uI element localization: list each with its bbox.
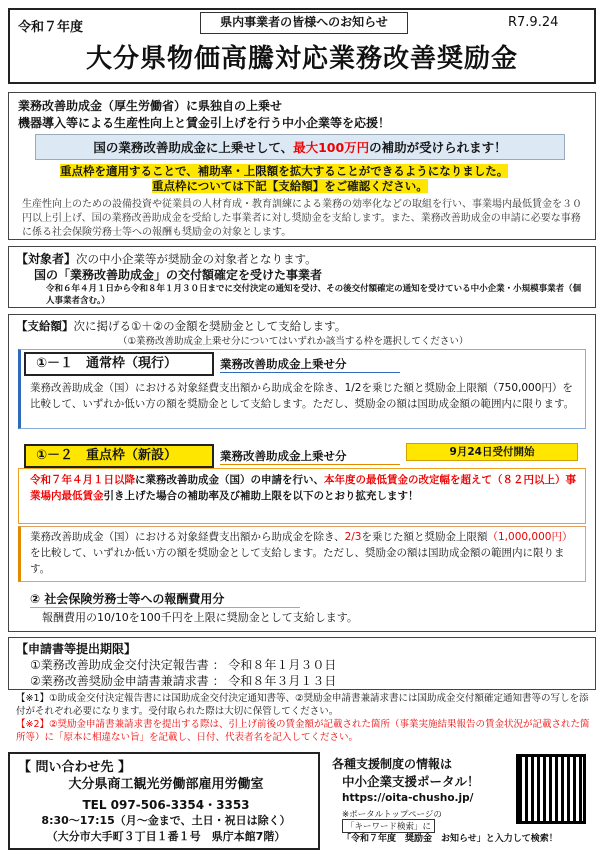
frame2-detail: 業務改善助成金（国）における対象経費支出額から助成金を除き、2/3を乗じた額と奨励金上限額（1,000,000円）を比較して、いずれか低い方の額を奨励金として支給します。ただし、奨励金の額は国助成金額の範囲内に限ります。 bbox=[30, 531, 573, 575]
page-title: 大分県物価高騰対応業務改善奨励金 bbox=[85, 44, 518, 74]
portal-line1: 各種支援制度の情報は bbox=[332, 757, 453, 771]
highlight-2: 重点枠については下記【支給額】をご確認ください。 bbox=[152, 179, 428, 193]
frame1-uplabel: 業務改善助成金上乗せ分 bbox=[220, 356, 400, 373]
frame1-label: ①－１ 通常枠（現行） bbox=[24, 352, 214, 376]
contact-address: （大分市大手町３丁目１番１号 県庁本館7階） bbox=[46, 830, 286, 843]
deadline-b: ②業務改善奨励金申請書兼請求書 ： 令和８年３月１３日 bbox=[30, 674, 337, 688]
notice-label: 県内事業者の皆様へのお知らせ bbox=[200, 12, 408, 34]
note-2: 【※2】②奨励金申請書兼請求書を提出する際は、引上げ前後の賃金額が記載された箇所（事業実施結果報告の賃金状況が記載された箇所等）に「原本に相違ない旨」を記載し、日付、代表者名を記入してください。 bbox=[16, 719, 590, 743]
portal-keyword: 「キーワード検索」に bbox=[342, 819, 435, 833]
portal-note: ※ポータルトップページの bbox=[342, 810, 442, 820]
amount-head: 【支給額】次に掲げる①＋②の金額を奨励金として支給します。 bbox=[16, 319, 347, 333]
start-badge: 9月24日受付開始 bbox=[406, 443, 578, 461]
note-1: 【※1】①助成金交付決定報告書には国助成金交付決定通知書等、②奨励金申請書兼請求書には国助成金交付額確定通知書等の写しを添付がそれぞれ必要になります。受付取られた際は大切に保管してください。 bbox=[16, 693, 589, 717]
contact-head: 【 問い合わせ先 】 bbox=[18, 760, 132, 775]
intro-heading: 業務改善助成金（厚生労働省）に県独自の上乗せ 機器導入等による生産性向上と賃金引上げを行う中小企業等を応援！ bbox=[18, 99, 391, 130]
qr-code-icon[interactable] bbox=[516, 754, 586, 824]
section2-head: ② 社会保険労務士等への報酬費用分 bbox=[30, 590, 300, 608]
intro-description: 生産性向上のための設備投資や従業員の人材育成・教育訓練による業務の効率化などの取組を行い、事業場内最低賃金を３０円以上引上げ、国の業務改善助成金を受給した事業者に対し奨励金を支給します。また、業務改善助成金の申請に必要な事務に係る社会保険労務士等への報酬も奨励金の対象とします。 bbox=[22, 199, 582, 238]
frame2-uplabel: 業務改善助成金上乗せ分 bbox=[220, 448, 400, 465]
portal-url[interactable]: https://oita-chusho.jp/ bbox=[342, 792, 474, 804]
contact-tel[interactable]: TEL 097-506-3354・3353 bbox=[82, 798, 250, 812]
blue-banner-text: 国の業務改善助成金に上乗せして、最大100万円の補助が受けられます！ bbox=[93, 140, 507, 155]
frame1-text: 業務改善助成金（国）における対象経費支出額から助成金を除き、1/2を乗じた額と奨励金上限額（750,000円）を比較して、いずれか低い方の額を奨励金として支給します。ただし、奨励金の額は国助成金額の範囲内に限ります。 bbox=[30, 382, 575, 410]
portal-search: 「令和７年度 奨励金 お知らせ」と入力して検索！ bbox=[342, 834, 558, 844]
deadline-head: 【申請書等提出期限】 bbox=[16, 642, 137, 656]
frame2-label: ①－２ 重点枠（新設） bbox=[24, 444, 214, 468]
highlight-1: 重点枠を適用することで、補助率・上限額を拡大することができるようになりました。 bbox=[60, 164, 509, 178]
target-note: 令和６年４月１日から令和８年１月３０日までに交付決定の通知を受け、その後交付額確定の通知を受けている中小企業・小規模事業者（個人事業者含む。） bbox=[46, 284, 582, 306]
amount-sub: （①業務改善助成金上乗せ分についてはいずれか該当する枠を選択してください） bbox=[118, 336, 469, 347]
section2-text: 報酬費用の10/10を100千円を上限に奨励金として支給します。 bbox=[42, 611, 358, 624]
target-head: 【対象者】次の中小企業等が奨励金の対象者となります。 bbox=[16, 252, 317, 266]
target-bold: 国の「業務改善助成金」の交付額確定を受けた事業者 bbox=[34, 268, 323, 282]
date: R7.9.24 bbox=[508, 15, 559, 30]
fiscal-year: 令和７年度 bbox=[18, 20, 84, 35]
portal-name: 中小企業支援ポータル！ bbox=[342, 774, 480, 789]
frame2-text: 令和７年４月１日以降に業務改善助成金（国）の申請を行い、本年度の最低賃金の改定幅を超えて（８２円以上）事業場内最低賃金引き上げた場合の補助率及び補助上限を以下のとおり拡充します！ bbox=[30, 474, 576, 502]
contact-org: 大分県商工観光労働部雇用労働室 bbox=[68, 777, 264, 792]
contact-hours: 8:30～17:15（月～金まで、土日・祝日は除く） bbox=[41, 814, 291, 827]
deadline-a: ①業務改善助成金交付決定報告書 ： 令和８年１月３０日 bbox=[30, 658, 337, 672]
